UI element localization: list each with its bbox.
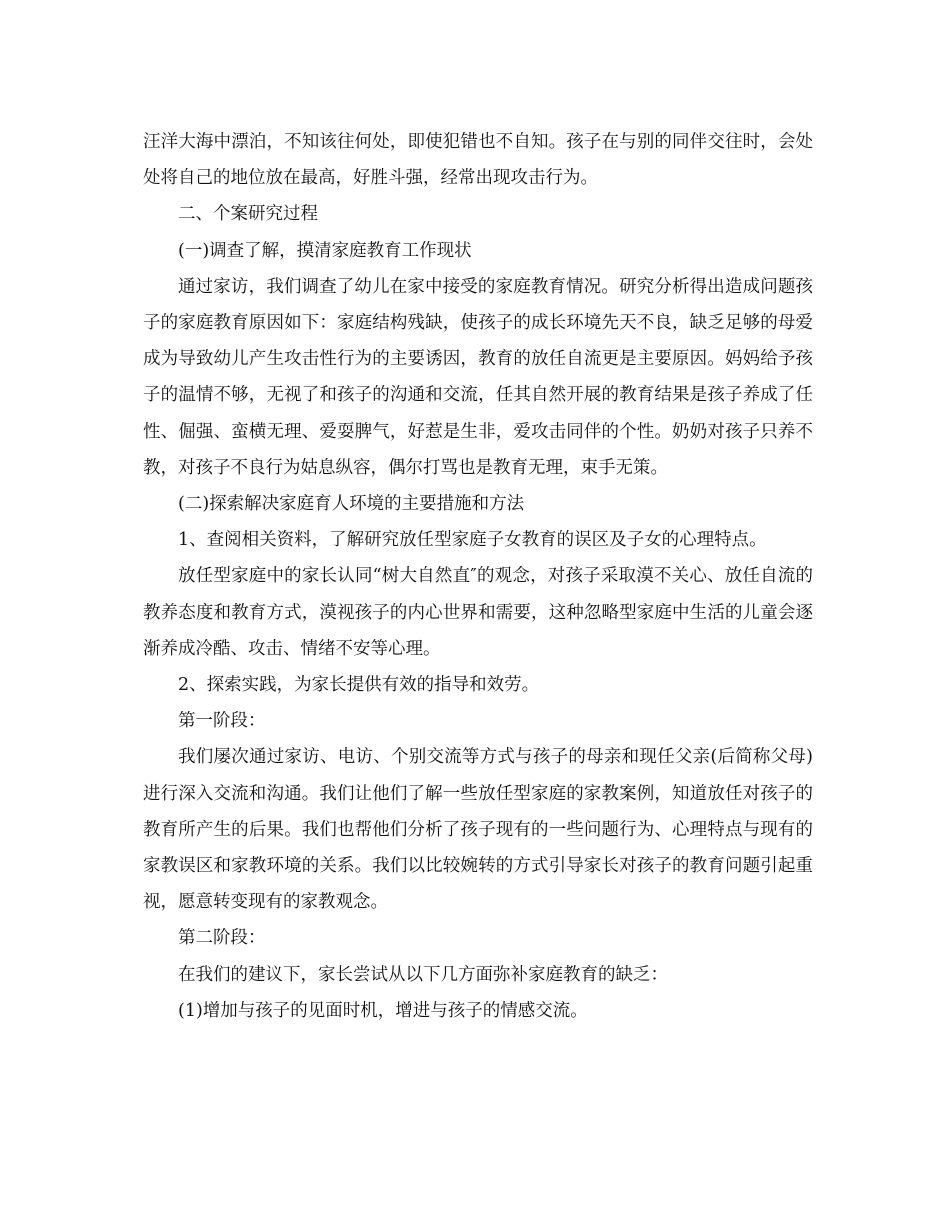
stage-heading-second: 第二阶段：: [178, 928, 266, 949]
list-item-consult-materials: 1、查阅相关资料，了解研究放任型家庭子女教育的误区及子女的心理特点。: [178, 530, 767, 551]
list-item-explore-practice: 2、探索实践，为家长提供有效的指导和效劳。: [178, 675, 540, 696]
list-item-increase-contact: (1)增加与孩子的见面时机，增进与孩子的情感交流。: [178, 1000, 588, 1021]
subheading-investigation: (一)调查了解，摸清家庭教育工作现状: [178, 240, 472, 261]
paragraph-first-stage: 我们屡次通过家访、电访、个别交流等方式与孩子的母亲和现任父亲(后简称父母)进行深入交流和沟通。我们让他们了解一些放任型家庭的家教案例，知道放任对孩子的教育所产生的后果。我们也帮他们分析了孩子现有的一些问题行为、心理特点与现有的家教误区和家教环境的关系。我们以比较婉转的方式引导家长对孩子的教育问题引起重视，愿意转变现有的家教观念。: [143, 747, 813, 913]
paragraph-permissive-family: 放任型家庭中的家长认同“树大自然直″的观念，对孩子采取漠不关心、放任自流的教养态度和教育方式，漠视孩子的内心世界和需要，这种忽略型家庭中生活的儿童会逐渐养成冷酷、攻击、情绪不安等心理。: [143, 566, 813, 659]
paragraph-second-stage-intro: 在我们的建议下，家长尝试从以下几方面弥补家庭教育的缺乏：: [178, 964, 668, 985]
subheading-measures-methods: (二)探索解决家庭育人环境的主要措施和方法: [178, 494, 525, 515]
paragraph-home-visit-findings: 通过家访，我们调查了幼儿在家中接受的家庭教育情况。研究分析得出造成问题孩子的家庭教育原因如下：家庭结构残缺，使孩子的成长环境先天不良，缺乏足够的母爱成为导致幼儿产生攻击性行为的主要诱因，教育的放任自流更是主要原因。妈妈给予孩子的温情不够，无视了和孩子的沟通和交流，任其自然开展的教育结果是孩子养成了任性、倔强、蛮横无理、爱耍脾气，好惹是生非，爱攻击同伴的个性。奶奶对孩子只养不教，对孩子不良行为姑息纵容，偶尔打骂也是教育无理，束手无策。: [143, 276, 813, 478]
paragraph-continuation: 汪洋大海中漂泊，不知该往何处，即使犯错也不自知。孩子在与别的同伴交往时，会处处将自己的地位放在最高，好胜斗强，经常出现攻击行为。: [143, 132, 813, 189]
document-body: [143, 124, 813, 1029]
section-heading-case-study-process: 二、个案研究过程: [178, 204, 318, 225]
stage-heading-first: 第一阶段：: [178, 711, 266, 732]
